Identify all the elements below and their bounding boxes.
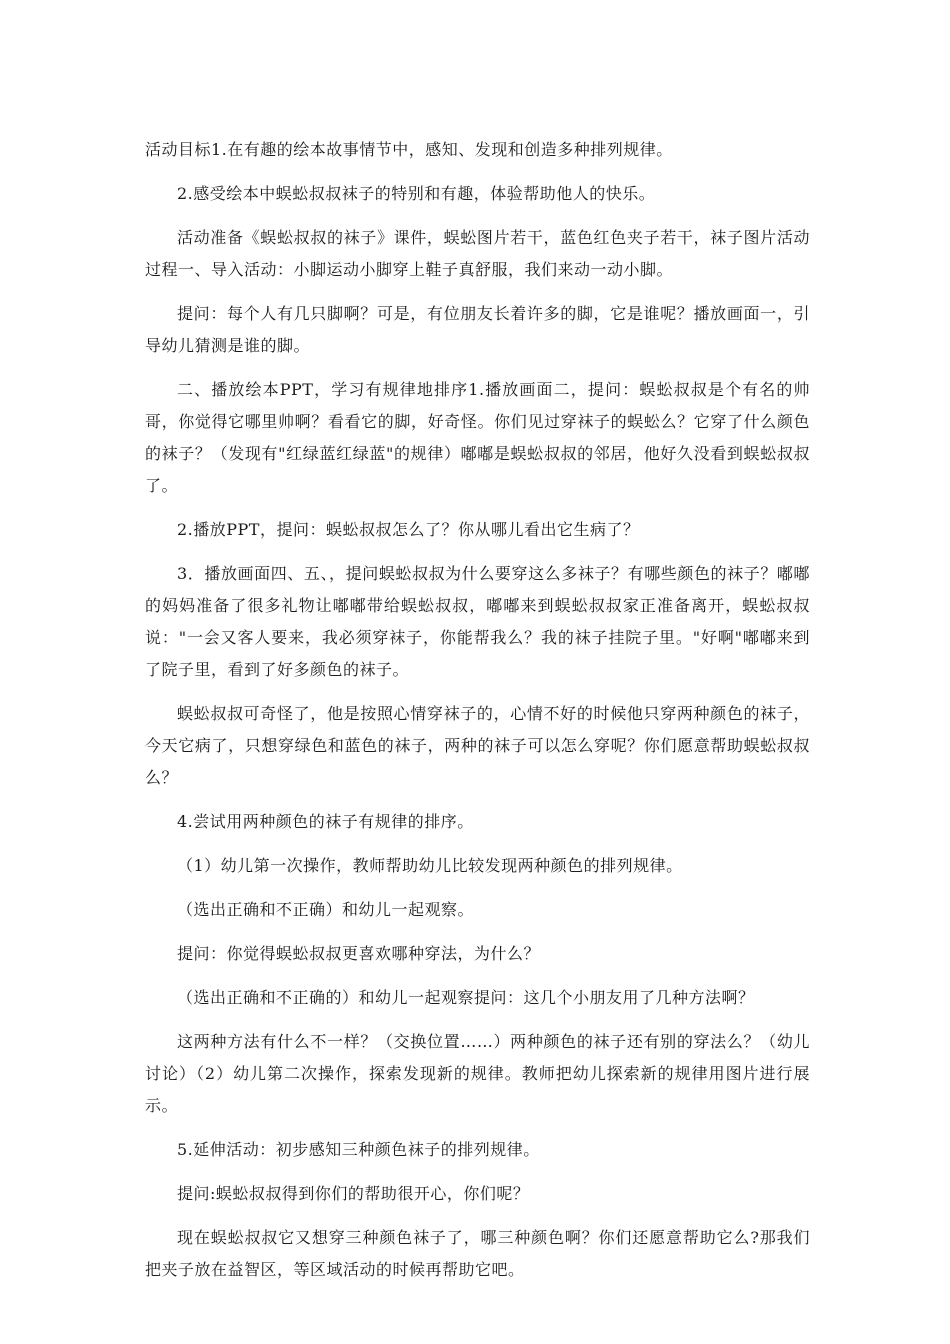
paragraph-activity-goals: 活动目标1.在有趣的绘本故事情节中，感知、发现和创造多种排列规律。	[145, 140, 673, 159]
paragraph-play-ppt: 二、播放绘本PPT，学习有规律地排序1.播放画面二，提问：蜈蚣叔叔是个有名的帅哥，你觉得它哪里帅啊？看看它的脚，好奇怪。你们见过穿袜子的蜈蚣么？它穿了什么颜色的袜子？（发现有"红绿蓝红绿蓝"的规律）嘟嘟是蜈蚣叔叔的邻居，他好久没看到蜈蚣叔叔了。	[145, 380, 810, 495]
paragraph-preparation: 活动准备《蜈蚣叔叔的袜子》课件，蜈蚣图片若干，蓝色红色夹子若干，袜子图片活动过程一、导入活动：小脚运动小脚穿上鞋子真舒服，我们来动一动小脚。	[145, 228, 810, 279]
paragraph-scene-four-five: 3．播放画面四、五、，提问蜈蚣叔叔为什么要穿这么多袜子？有哪些颜色的袜子？嘟嘟的妈妈准备了很多礼物让嘟嘟带给蜈蚣叔叔，嘟嘟来到蜈蚣叔叔家正准备离开，蜈蚣叔叔说："一会又客人要来，我必须穿袜子，你能帮我么？我的袜子挂院子里。"好啊"嘟嘟来到了院子里，看到了好多颜色的袜子。	[145, 564, 810, 679]
paragraph-question-feet: 提问：每个人有几只脚啊？可是，有位朋友长着许多的脚，它是谁呢？播放画面一，引导幼儿猜测是谁的脚。	[145, 304, 810, 355]
paragraph-first-operation: （1）幼儿第一次操作，教师帮助幼儿比较发现两种颜色的排列规律。	[177, 856, 683, 875]
paragraph-three-colors: 现在蜈蚣叔叔它又想穿三种颜色袜子了，哪三种颜色啊？你们还愿意帮助它么?那我们把夹子放在益智区，等区域活动的时候再帮助它吧。	[145, 1228, 810, 1279]
paragraph-question-happy: 提问:蜈蚣叔叔得到你们的帮助很开心，你们呢？	[177, 1184, 530, 1203]
paragraph-observe-1: （选出正确和不正确）和幼儿一起观察。	[177, 900, 475, 919]
paragraph-sick: 2.播放PPT，提问：蜈蚣叔叔怎么了？你从哪儿看出它生病了？	[177, 520, 640, 539]
paragraph-observe-2: （选出正确和不正确的）和幼儿一起观察提问：这几个小朋友用了几种方法啊？	[177, 988, 755, 1007]
paragraph-question-preference: 提问：你觉得蜈蚣叔叔更喜欢哪种穿法，为什么？	[177, 944, 541, 963]
paragraph-mood-socks: 蜈蚣叔叔可奇怪了，他是按照心情穿袜子的，心情不好的时候他只穿两种颜色的袜子，今天它病了，只想穿绿色和蓝色的袜子，两种的袜子可以怎么穿呢？你们愿意帮助蜈蚣叔叔么？	[145, 704, 810, 787]
paragraph-extension: 5.延伸活动：初步感知三种颜色袜子的排列规律。	[177, 1140, 540, 1159]
paragraph-goal-2: 2.感受绘本中蜈蚣叔叔袜子的特别和有趣，体验帮助他人的快乐。	[177, 184, 656, 203]
paragraph-two-methods: 这两种方法有什么不一样？（交换位置……）两种颜色的袜子还有别的穿法么？（幼儿讨论）（2）幼儿第二次操作，探索发现新的规律。教师把幼儿探索新的规律用图片进行展示。	[145, 1032, 810, 1115]
paragraph-step-4: 4.尝试用两种颜色的袜子有规律的排序。	[177, 812, 474, 831]
